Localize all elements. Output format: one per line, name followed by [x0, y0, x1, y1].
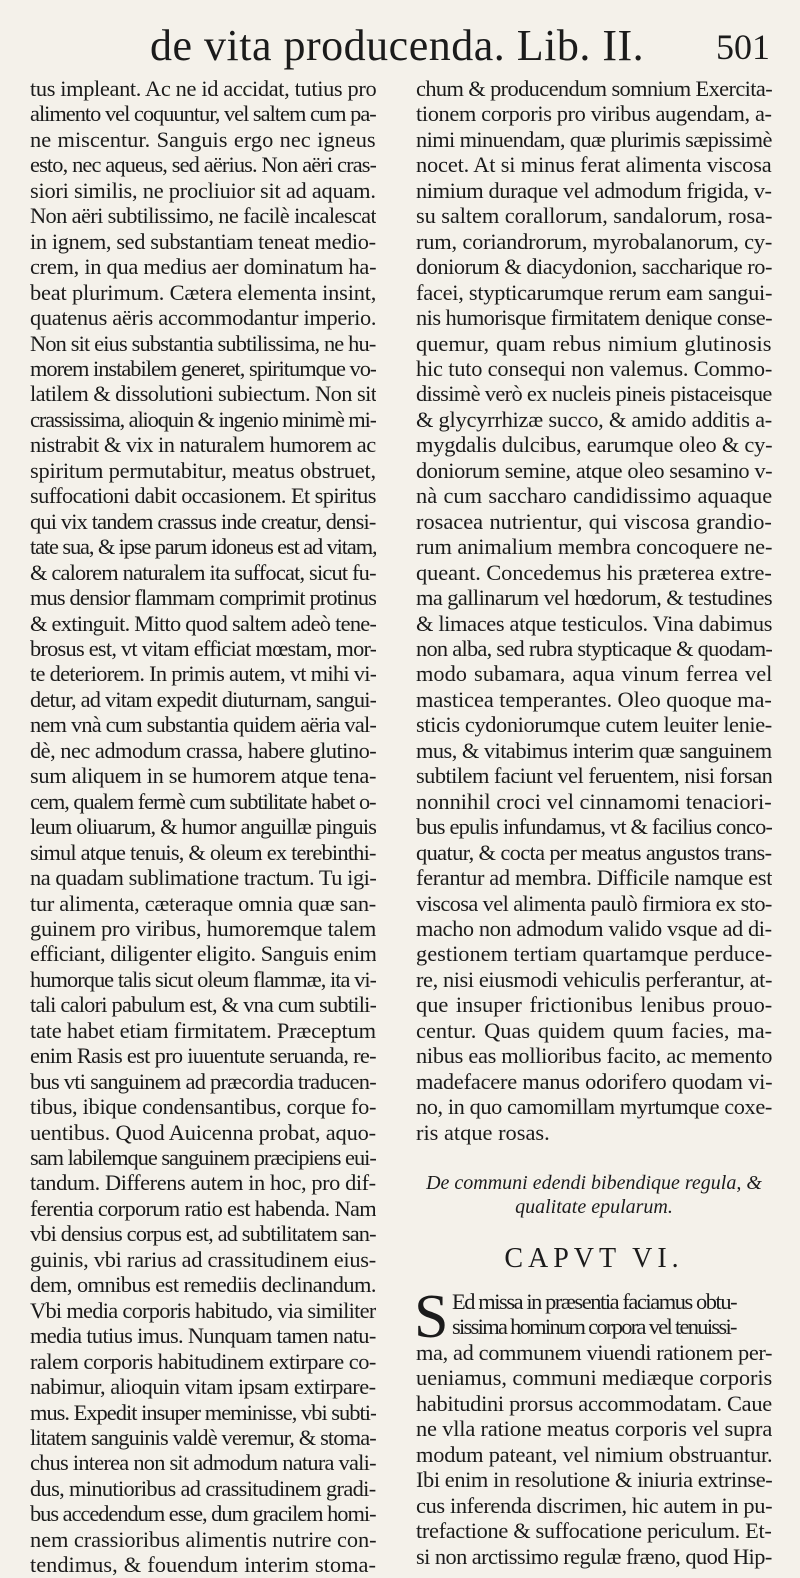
left-column-line: sam labilemque sanguinem præcipiens eui- — [30, 1145, 376, 1171]
right-column-line: nonnihil croci vel cinnamomi tenaciori- — [416, 788, 772, 814]
right-column-line: & limaces atque testiculos. Vina dabimus — [416, 610, 772, 636]
left-column-line: nabimur, alioquin vitam ipsam extirpare- — [30, 1374, 376, 1400]
left-column-line: sum aliquem in se humorem atque tena- — [30, 763, 376, 789]
right-column-line: nà cum saccharo candidissimo aquaque — [416, 483, 772, 509]
left-column-line: guinis, vbi rarius ad crassitudinem eius- — [30, 1246, 376, 1272]
left-column-line: ferentia corporum ratio est habenda. Nam — [30, 1195, 376, 1221]
left-column-line: dus, minutioribus ad crassitudinem gradi- — [30, 1475, 376, 1501]
right-column-line: ferantur ad membra. Difficile namque est — [416, 865, 772, 891]
left-column-line: bus accedendum esse, dum gracilem homi- — [30, 1501, 376, 1527]
left-column-line: na quadam sublimatione tractum. Tu igi- — [30, 865, 376, 891]
left-column-line: crassissima, alioquin & ingenio minimè mi- — [30, 406, 376, 432]
running-header — [0, 14, 800, 74]
left-column-line: chus interea non sit admodum natura vali- — [30, 1450, 376, 1476]
left-column-line: te deteriorem. In primis autem, vt mihi vi- — [30, 661, 376, 687]
left-column-line: media tutius imus. Nunquam tamen natu- — [30, 1323, 376, 1349]
left-column-line: efficiant, diligenter eligito. Sanguis enim — [30, 941, 376, 967]
right-column-line: nis humorisque firmitatem denique conse- — [416, 305, 772, 331]
right-column-line: sticis cydoniorumque cutem leuiter lenie- — [416, 712, 772, 738]
left-column-line: tali calori pabulum est, & vna cum subtili- — [30, 992, 376, 1018]
right-column-line: mygdalis dulcibus, earumque oleo & cy- — [416, 432, 772, 458]
right-column-line: madefacere manus odorifero quodam vi- — [416, 1068, 772, 1094]
right-column-line: masticea temperantes. Oleo quoque ma- — [416, 686, 772, 712]
chapter-body-line: sissima hominum corpora vel tenuissi- — [452, 1314, 736, 1340]
page-number: 501 — [716, 27, 770, 67]
left-column-line: qui vix tandem crassus inde creatur, densi- — [30, 508, 376, 534]
section-title-line-2: qualitate epularum. — [515, 1196, 673, 1219]
left-column-line: Vbi media corporis habitudo, via similiter — [30, 1297, 376, 1323]
left-column-line: quatenus aëris accommodantur imperio. — [30, 305, 376, 331]
right-column-line: quemur, quam rebus nimium glutinosis — [416, 330, 772, 356]
chapter-body-line: habitudini prorsus accommodatam. Caue — [416, 1390, 772, 1416]
right-column-line: nimium duraque vel admodum frigida, v- — [416, 177, 772, 203]
right-column-line: bus epulis infundamus, vt & facilius conco- — [416, 814, 772, 840]
left-column-line: suffocationi dabit occasionem. Et spiritus — [30, 483, 376, 509]
left-column-line: mus. Expedit insuper meminisse, vbi subti- — [30, 1399, 376, 1425]
section-title-line-1: De communi edendi bibendique regula, & — [426, 1172, 762, 1195]
right-column-line: facei, stypticarumque rerum eam sangui- — [416, 279, 772, 305]
right-column — [416, 76, 772, 1569]
left-column-line: alimento vel coquuntur, vel saltem cum pa- — [30, 101, 376, 127]
right-column-line: gestionem tertiam quartamque perduce- — [416, 941, 772, 967]
left-column-line: nem crassioribus alimentis nutrire con- — [30, 1526, 376, 1552]
left-column-line: esto, nec aqueus, sed aërius. Non aëri cras- — [30, 152, 376, 178]
right-column-line: rum, coriandrorum, myrobalanorum, cy- — [416, 228, 772, 254]
right-column-line: ris atque rosas. — [416, 1119, 550, 1145]
left-column-line: vbi densius corpus est, ad subtilitatem san- — [30, 1221, 376, 1247]
right-column-line: subtilem faciunt vel feruentem, nisi forsan — [416, 763, 772, 789]
left-column-line: detur, ad vitam expedit diuturnam, sangui- — [30, 686, 376, 712]
section-title — [416, 1171, 772, 1219]
left-column-line: tus impleant. Ac ne id accidat, tutius pro — [30, 76, 376, 101]
right-column-line: viscosa vel alimenta paulò firmiora ex sto- — [416, 890, 772, 916]
right-column-line: tionem corporis pro viribus augendam, a- — [416, 101, 772, 127]
chapter-body-line: ueniamus, communi mediæque corporis — [416, 1365, 772, 1391]
running-title: de vita producenda. Lib. II. — [150, 21, 645, 70]
left-column-line: leum oliuarum, & humor anguillæ pinguis — [30, 814, 376, 840]
chapter-body-line: Ibi enim in resolutione & iniuria extrinse- — [416, 1467, 772, 1493]
left-column-line: Non sit eius substantia subtilissima, ne hu- — [30, 330, 376, 356]
left-column-line: uentibus. Quod Auicenna probat, aquo- — [30, 1119, 376, 1145]
right-column-line: doniorum semine, atque oleo sesamino v- — [416, 457, 772, 483]
left-column-line: enim Rasis est pro iuuentute seruanda, re- — [30, 1043, 376, 1069]
left-column-line: in ignem, sed substantiam teneat medio- — [30, 228, 376, 254]
left-column-line: dem, omnibus est remediis declinandum. — [30, 1272, 376, 1298]
right-column-line: doniorum & diacydonion, saccharique ro- — [416, 254, 772, 280]
right-column-text — [416, 76, 772, 1145]
right-column-line: centur. Quas quidem quum facies, ma- — [416, 1017, 772, 1043]
left-column-line: ralem corporis habitudinem extirpare co- — [30, 1348, 376, 1374]
left-column-line: dè, nec admodum crassa, habere glutino- — [30, 737, 376, 763]
left-column-line: humorque talis sicut oleum flammæ, ita vi- — [30, 966, 376, 992]
left-column-line: tendimus, & fouendum interim stoma- — [30, 1552, 376, 1578]
right-column-line: macho non admodum valido vsque ad di- — [416, 915, 772, 941]
left-column-line: nem vnà cum substantia quidem aëria val- — [30, 712, 376, 738]
chapter-body — [414, 1283, 772, 1569]
left-column-line: & calorem naturalem ita suffocat, sicut fu- — [30, 559, 376, 585]
chapter-body-line: cus inferenda discrimen, hic autem in pu- — [416, 1492, 772, 1518]
right-column-line: hic tuto consequi non valemus. Commo- — [416, 355, 772, 381]
chapter-heading: CAPVT VI. — [504, 1243, 684, 1275]
chapter-body-line: trefactione & suffocatione periculum. Et- — [416, 1518, 772, 1544]
left-column-line: simul atque tenuis, & oleum ex terebinthi- — [30, 839, 376, 865]
chapter-body-line: modum pateant, vel nimium obstruantur. — [416, 1441, 772, 1467]
right-column-line: ma gallinarum vel hœdorum, & testudines — [416, 585, 772, 611]
right-column-line: nibus eas mollioribus facito, ac memento — [416, 1043, 772, 1069]
left-column-line: mus densior flammam comprimit protinus — [30, 585, 376, 611]
left-column-line: latilem & dissolutioni subiectum. Non sit — [30, 381, 376, 407]
left-column-line: crem, in qua medius aer dominatum ha- — [30, 254, 376, 280]
left-column-line: bus vti sanguinem ad præcordia traducen- — [30, 1068, 376, 1094]
chapter-body-line: ma, ad communem viuendi rationem per- — [416, 1339, 772, 1365]
left-column-line: guinem pro viribus, humoremque talem — [30, 915, 376, 941]
right-column-line: dissimè verò ex nucleis pineis pistaceisque — [416, 381, 772, 407]
chapter-body-line: ne vlla ratione meatus corporis vel supra — [416, 1416, 772, 1442]
chapter-body-text — [414, 1283, 772, 1569]
right-column-line: nocet. At si minus ferat alimenta viscosa — [416, 152, 772, 178]
left-column-line: Non aëri subtilissimo, ne facilè incalescat — [30, 203, 376, 229]
left-column-line: ne miscentur. Sanguis ergo nec igneus — [30, 126, 376, 152]
left-column-line: brosus est, vt vitam efficiat mœstam, mor- — [30, 635, 376, 661]
right-column-line: su saltem corallorum, sandalorum, rosa- — [416, 203, 772, 229]
left-column-line: tate habet etiam firmitatem. Præceptum — [30, 1017, 376, 1043]
left-column-line: litatem sanguinis valdè veremur, & stoma- — [30, 1425, 376, 1451]
chapter-body-line: si non arctissimo regulæ fræno, quod Hip- — [416, 1543, 772, 1569]
right-column-line: rum animalium membra concoquere ne- — [416, 534, 772, 560]
left-column-line: beat plurimum. Cætera elementa insint, — [30, 279, 376, 305]
right-column-line: mus, & vitabimus interim quæ sanguinem — [416, 737, 772, 763]
right-column-line: rosacea nutrientur, qui viscosa grandio- — [416, 508, 772, 534]
left-column-line: tate sua, & ipse parum idoneus est ad vitam, — [30, 534, 376, 560]
right-column-line: nimi minuendam, quæ plurimis sæpissimè — [416, 126, 772, 152]
left-column-line: tur alimenta, cæteraque omnia quæ san- — [30, 890, 376, 916]
right-column-line: modo subamara, aqua vinum ferrea vel — [416, 661, 772, 687]
right-column-line: & glycyrrhizæ succo, & amido additis a- — [416, 406, 772, 432]
right-column-line: chum & producendum somnium Exercita- — [416, 76, 772, 101]
right-column-line: non alba, sed rubra stypticaque & quodam- — [416, 635, 772, 661]
left-column-line: cem, qualem fermè cum subtilitate habet o- — [30, 788, 376, 814]
left-column-line: tandum. Differens autem in hoc, pro dif- — [30, 1170, 376, 1196]
left-column-line: spiritum permutabitur, meatus obstruet, — [30, 457, 376, 483]
drop-capital: S — [414, 1283, 449, 1352]
left-column-line: tibus, ibique condensantibus, corque fo- — [30, 1094, 376, 1120]
right-column-line: re, nisi eiusmodi vehiculis perferantur, at- — [416, 966, 772, 992]
chapter-body-line: Ed missa in præsentia faciamus obtu- — [452, 1289, 737, 1315]
left-column-line: & extinguit. Mitto quod saltem adeò tene- — [30, 610, 376, 636]
left-column-line: siori similis, ne procliuior sit ad aquam. — [30, 177, 376, 203]
right-column-line: queant. Concedemus his præterea extre- — [416, 559, 772, 585]
right-column-line: no, in quo camomillam myrtumque coxe- — [416, 1094, 772, 1120]
left-column — [30, 76, 376, 1578]
left-column-line: nistrabit & vix in naturalem humorem ac — [30, 432, 376, 458]
right-column-line: que insuper frictionibus lenibus prouo- — [416, 992, 772, 1018]
right-column-line: quatur, & cocta per meatus angustos trans- — [416, 839, 772, 865]
left-column-line: morem instabilem generet, spiritumque vo- — [30, 355, 376, 381]
